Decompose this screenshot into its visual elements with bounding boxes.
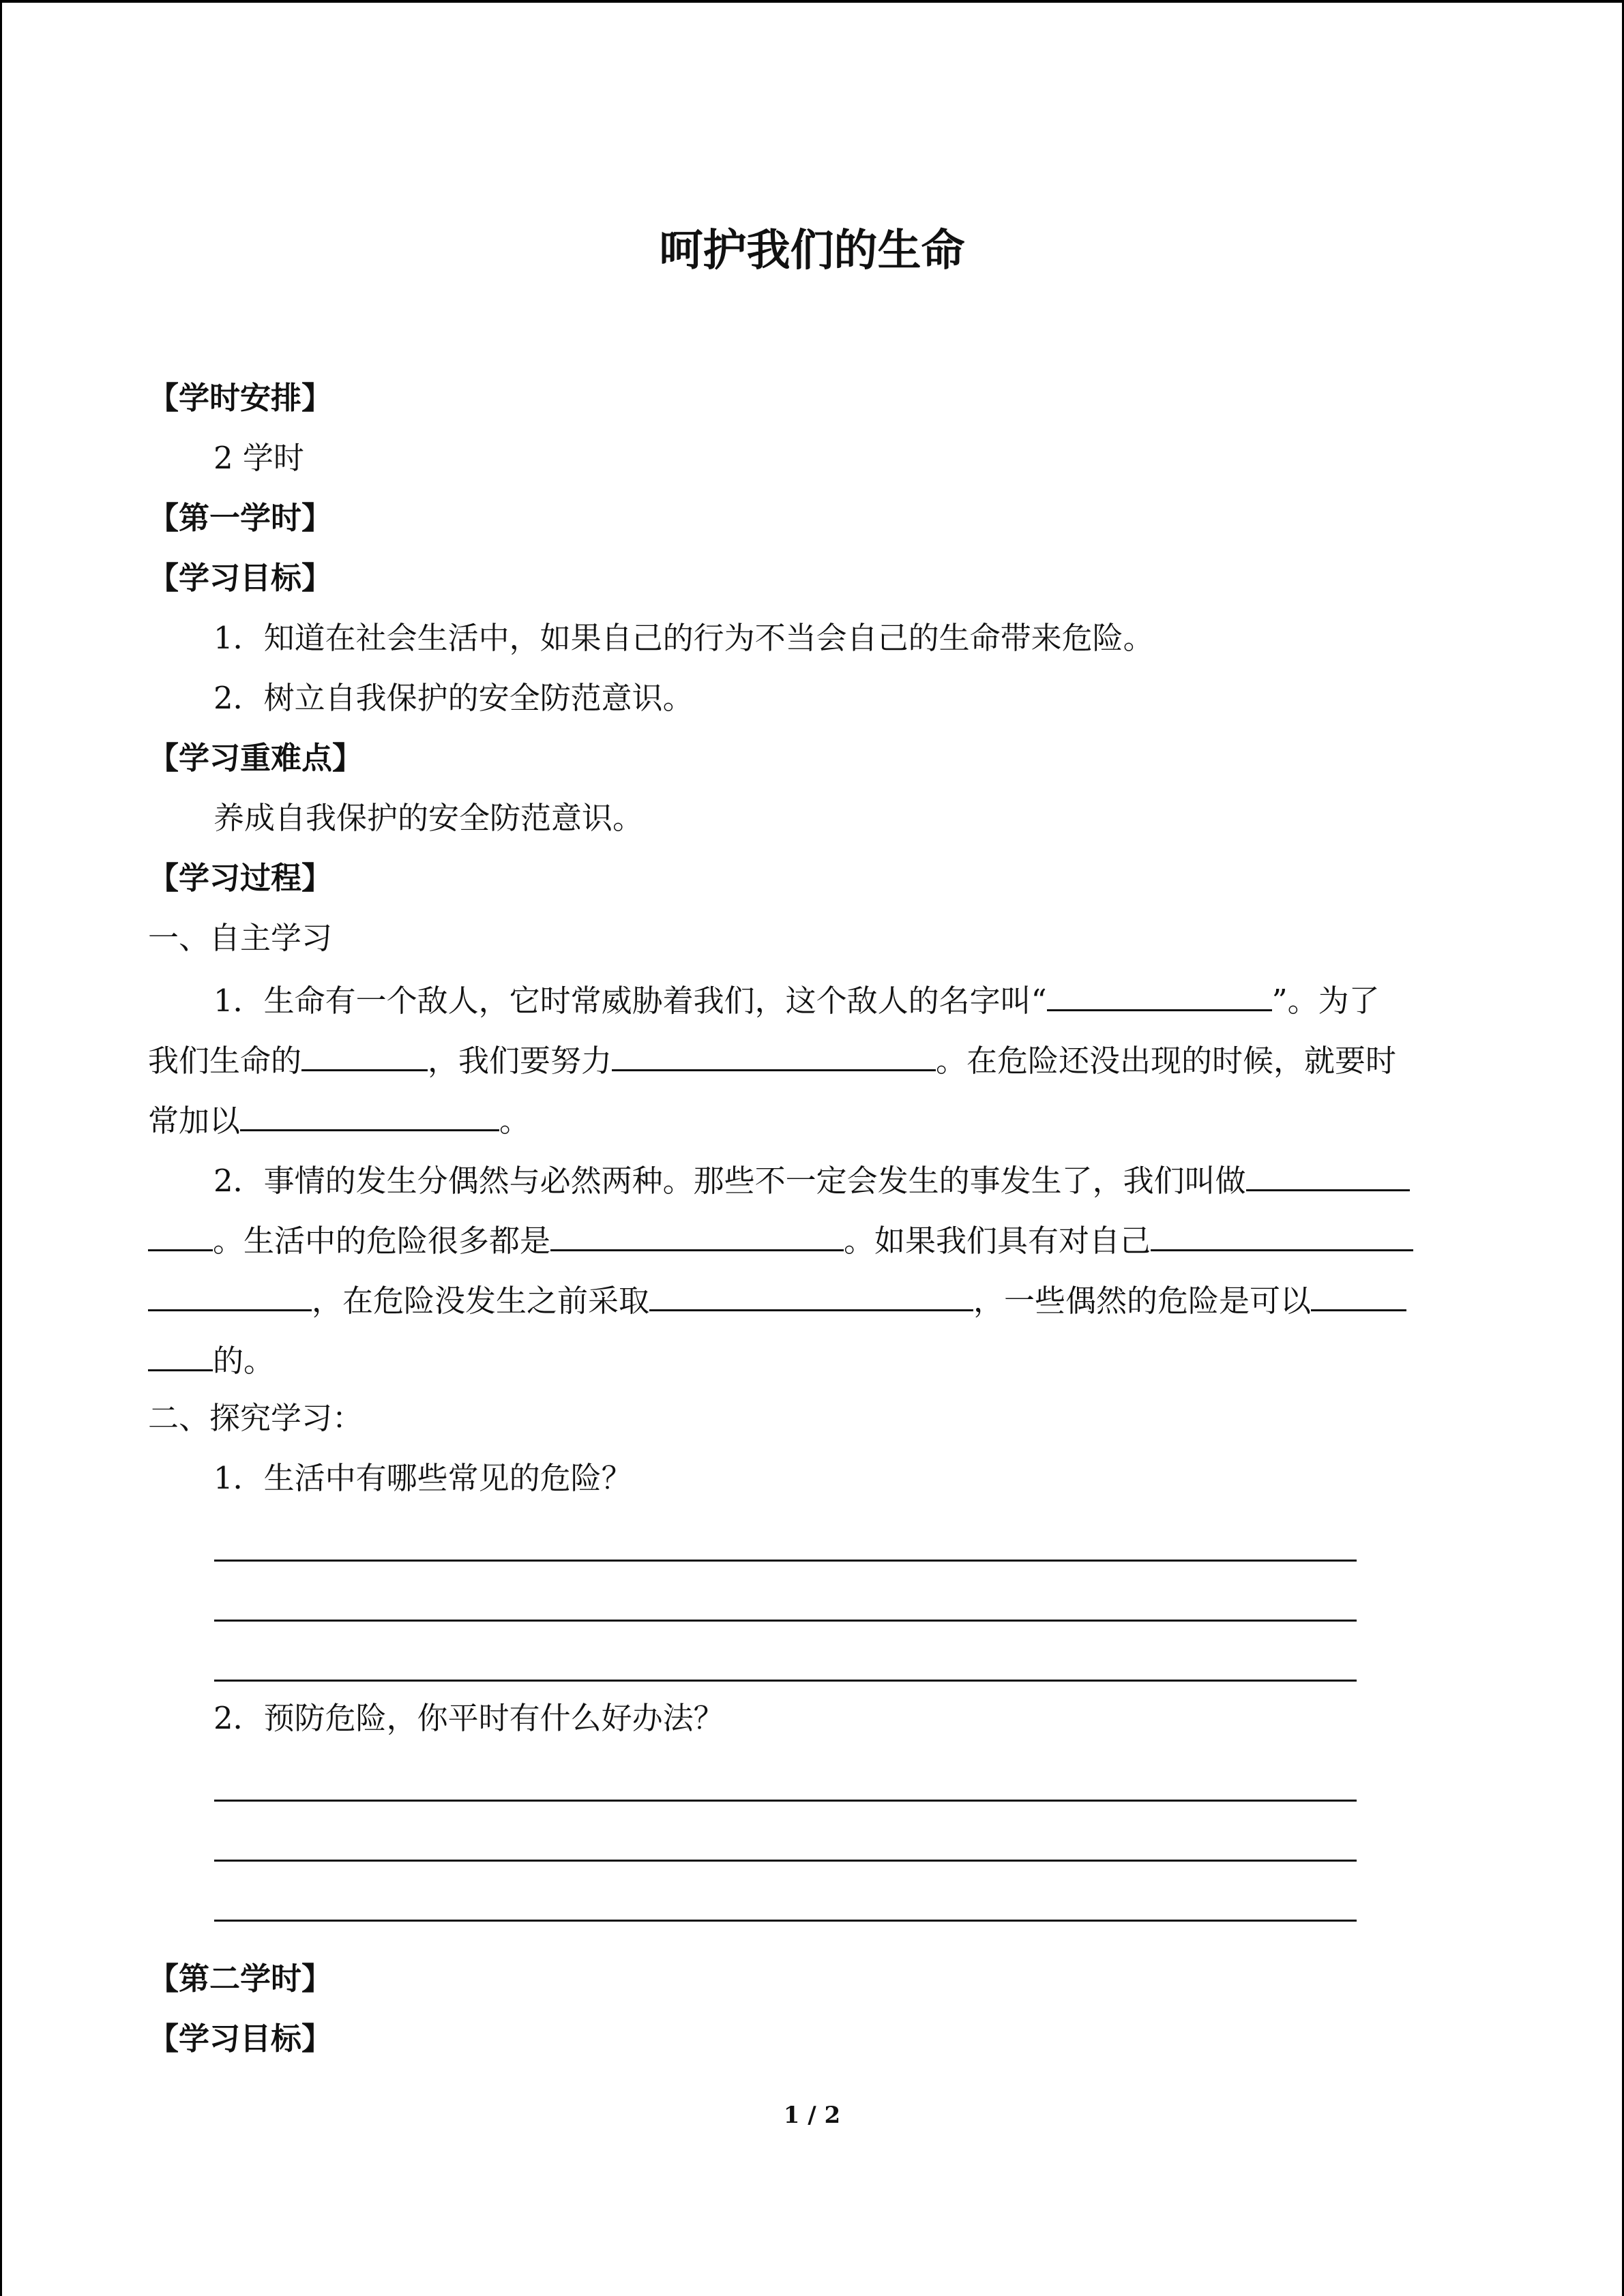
q2-text: 。生活中的危险很多都是 <box>213 1223 551 1259</box>
answer-line[interactable] <box>148 1568 1478 1628</box>
page-left-border <box>0 0 2 2296</box>
schedule-heading: 【学时安排】 <box>148 380 333 416</box>
fill-blank[interactable] <box>148 1268 312 1311</box>
q2-line2 <box>148 1208 1478 1268</box>
q1-text: ，我们要努力 <box>428 1043 612 1079</box>
q2-line1 <box>148 1148 1478 1208</box>
q1-text: 。 <box>499 1103 531 1139</box>
fill-blank[interactable] <box>1246 1148 1410 1191</box>
goal-item: 2．树立自我保护的安全防范意识。 <box>213 680 694 716</box>
q2-text: 的。 <box>213 1343 275 1379</box>
q2-text: 。如果我们具有对自己 <box>844 1223 1151 1259</box>
fill-blank[interactable] <box>240 1088 499 1131</box>
q2-line3 <box>148 1268 1478 1328</box>
q1-text: 常加以 <box>148 1103 241 1139</box>
lesson2-goals-heading: 【学习目标】 <box>148 2021 333 2057</box>
q2-line4 <box>148 1328 1478 1388</box>
lesson1-goals-heading: 【学习目标】 <box>148 560 333 596</box>
page-number: 1 / 2 <box>783 2102 841 2129</box>
q1-text: 我们生命的 <box>148 1043 302 1079</box>
lesson2-heading: 【第二学时】 <box>148 1960 333 1997</box>
answer-line[interactable] <box>148 1868 1478 1928</box>
answer-line[interactable] <box>148 1748 1478 1808</box>
answer-line[interactable] <box>148 1808 1478 1868</box>
q2-text: ，在危险没发生之前采取 <box>312 1283 650 1319</box>
q2-text: ，一些偶然的危险是可以 <box>973 1283 1312 1319</box>
inquiry-question-2: 2．预防危险，你平时有什么好办法？ <box>213 1700 724 1736</box>
q1-line3 <box>148 1088 1478 1148</box>
goal-item: 1．知道在社会生活中，如果自己的行为不当会自己的生命带来危险。 <box>213 620 1154 656</box>
schedule-value: 2 学时 <box>213 440 304 476</box>
fill-blank[interactable] <box>612 1028 936 1071</box>
document-body <box>148 368 1478 2069</box>
fill-blank[interactable] <box>1311 1268 1406 1311</box>
fill-blank[interactable] <box>301 1028 428 1071</box>
q1-line1 <box>148 968 1478 1028</box>
lesson1-heading: 【第一学时】 <box>148 500 333 536</box>
q2-text: 2．事情的发生分偶然与必然两种。那些不一定会发生的事发生了，我们叫做 <box>213 1163 1246 1199</box>
fill-blank[interactable] <box>649 1268 973 1311</box>
process-heading: 【学习过程】 <box>148 860 333 896</box>
q1-text: ”。为了 <box>1271 983 1380 1019</box>
inquiry-heading: 二、探究学习： <box>148 1400 364 1436</box>
fill-blank[interactable] <box>1047 968 1272 1011</box>
inquiry-question-1: 1．生活中有哪些常见的危险？ <box>213 1460 632 1496</box>
q1-text: 。在危险还没出现的时候，就要时 <box>936 1043 1397 1079</box>
self-study-heading: 一、自主学习 <box>148 920 333 956</box>
q1-line2 <box>148 1028 1478 1088</box>
page-top-border <box>0 0 1623 3</box>
keypoints-text: 养成自我保护的安全防范意识。 <box>213 800 644 836</box>
fill-blank[interactable] <box>1151 1208 1413 1251</box>
answer-line[interactable] <box>148 1508 1478 1568</box>
keypoints-heading: 【学习重难点】 <box>148 740 364 776</box>
q1-text: 1．生命有一个敌人，它时常威胁着我们，这个敌人的名字叫“ <box>213 983 1047 1019</box>
fill-blank[interactable] <box>148 1208 213 1251</box>
answer-line[interactable] <box>148 1628 1478 1688</box>
page-title: 呵护我们的生命 <box>659 226 965 276</box>
fill-blank[interactable] <box>550 1208 844 1251</box>
fill-blank[interactable] <box>148 1328 213 1371</box>
